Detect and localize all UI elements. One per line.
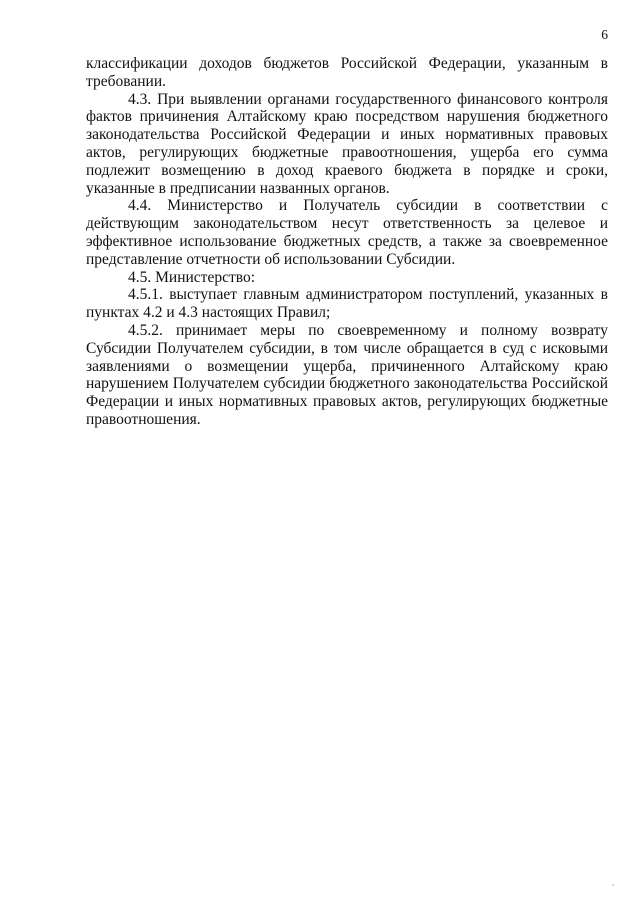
paragraph-4-5-1: 4.5.1. выступает главным администратором поступлений, указанных в пунктах 4.2 и 4.3 настоящих Правил; <box>86 286 608 322</box>
scan-speck <box>612 884 614 886</box>
document-body <box>86 55 608 429</box>
paragraph-4-5: 4.5. Министерство: <box>128 268 255 286</box>
paragraph-continuation: классификации доходов бюджетов Российской Федерации, указанным в требовании. <box>86 55 608 90</box>
paragraph-4-5-2: 4.5.2. принимает меры по своевременному и полному возврату Субсидии Получателем субсидии, в том числе обращается в суд с исковыми заявлениями о возмещении ущерба, причиненного Алтайскому краю нарушением Получателем субсидии бюджетного законодательства Российской Федерации и иных нормативных правовых актов, регулирующих бюджетные правоотношения. <box>86 321 608 428</box>
paragraph-4-3: 4.3. При выявлении органами государственного финансового контроля фактов причинения Алтайскому краю посредством нарушения бюджетного законодательства Российской Федерации и иных нормативных правовых актов, регулирующих бюджетные правоотношения, ущерба его сумма подлежит возмещению в доход краевого бюджета в порядке и сроки, указанные в предписании названных органов. <box>86 90 608 197</box>
paragraph-4-4: 4.4. Министерство и Получатель субсидии в соответствии с действующим законодательством несут ответственность за целевое и эффективное использование бюджетных средств, а также за своевременное представление отчетности об использовании Субсидии. <box>86 197 608 268</box>
page-number: 6 <box>601 27 608 42</box>
